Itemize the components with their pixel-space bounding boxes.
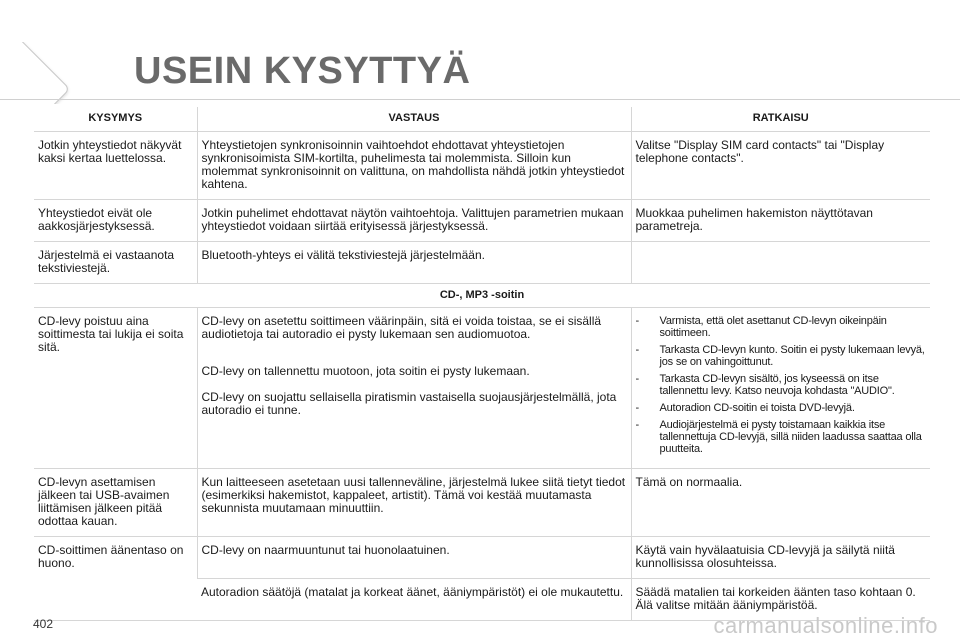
dash-icon: -: [635, 418, 639, 431]
solution-cell: Käytä vain hyvälaatuisia CD-levyjä ja säilytä niitä kunnollisissa olosuhteissa.: [631, 536, 930, 578]
table-row: [34, 131, 930, 199]
header-solution: RATKAISU: [631, 107, 930, 131]
list-item: - Audiojärjestelmä ei pysty toistamaan kaikkia itse tallennettuja CD-levyjä, sillä niiden laadussa saattaa olla puutteita.: [635, 418, 922, 455]
solution-cell: Säädä matalien tai korkeiden äänten taso kohtaan 0. Älä valitse mitään ääniympäristöä.: [631, 578, 930, 620]
table-row: [34, 307, 930, 468]
answer-cell: Yhteystietojen synkronisoinnin vaihtoehdot ehdottavat yhteystietojen synkronisoimista SIM-kortilta, puhelimesta tai molemmista. Silloin kun molemmat synkronisoinnit on valittuna, on mahdollista nähdä jotkin yhteystiedot kahtena.: [197, 131, 631, 199]
answer-cell: Kun laitteeseen asetetaan uusi tallenneväline, järjestelmä lukee siitä tietyt tiedot (esimerkiksi hakemistot, kappaleet, artistit). Tämä voi kestää muutamasta sekunnista muutamaan minuuttiin.: [197, 468, 631, 536]
solution-cell: [631, 307, 930, 468]
table-row: [34, 241, 930, 283]
table-row: [34, 536, 930, 578]
list-item: - Autoradion CD-soitin ei toista DVD-levyjä.: [635, 401, 855, 414]
answer-cell: Autoradion säätöjä (matalat ja korkeat äänet, ääniympäristöt) ei ole mukautettu.: [197, 578, 631, 620]
list-item: - Tarkasta CD-levyn sisältö, jos kyseessä on itse tallennettu levy. Katso neuvoja kohdasta "AUDIO".: [635, 372, 895, 397]
table-row: [34, 199, 930, 241]
answer-paragraph: CD-levy on asetettu soittimeen väärinpäin, sitä ei voida toistaa, se ei sisällä audiotietoja tai autoradio ei pysty lukemaan sen audiomuotoa.: [201, 313, 602, 341]
list-item: - Varmista, että olet asettanut CD-levyn oikeinpäin soittimeen.: [635, 314, 887, 339]
solution-cell: Valitse "Display SIM card contacts" tai "Display telephone contacts".: [631, 131, 930, 199]
dash-icon: -: [635, 401, 639, 414]
list-item: - Tarkasta CD-levyn kunto. Soitin ei pysty lukemaan levyä, jos se on vahingoittunut.: [635, 343, 925, 368]
answer-cell: CD-levy on naarmuuntunut tai huonolaatuinen.: [197, 536, 631, 578]
page-title: USEIN KYSYTTYÄ: [134, 50, 471, 92]
header-answer: VASTAUS: [197, 107, 631, 131]
watermark: carmanualsonline.info: [713, 613, 938, 638]
question-cell: Järjestelmä ei vastaanota tekstiviestejä.: [34, 241, 197, 283]
question-cell: CD-soittimen äänentaso on huono.: [34, 536, 197, 620]
question-cell: CD-levy poistuu aina soittimesta tai lukija ei soita sitä.: [34, 307, 197, 468]
answer-cell: Bluetooth-yhteys ei välitä tekstiviestejä järjestelmään.: [197, 241, 631, 283]
page-number: 402: [33, 617, 54, 631]
dash-icon: -: [635, 372, 639, 385]
table-row: [34, 468, 930, 536]
question-cell: Jotkin yhteystiedot näkyvät kaksi kertaa luettelossa.: [34, 131, 197, 199]
solution-cell: [631, 241, 930, 283]
section-title-cd: CD-, MP3 -soitin: [34, 283, 930, 307]
solution-cell: Muokkaa puhelimen hakemiston näyttötavan parametreja.: [631, 199, 930, 241]
header-divider: [0, 99, 960, 100]
answer-paragraph: CD-levy on tallennettu muotoon, jota soitin ei pysty lukemaan.: [201, 363, 530, 378]
corner-tab-decoration: [0, 42, 80, 104]
question-cell: CD-levyn asettamisen jälkeen tai USB-avaimen liittämisen jälkeen pitää odottaa kauan.: [34, 468, 197, 536]
question-cell: Yhteystiedot eivät ole aakkosjärjestyksessä.: [34, 199, 197, 241]
header-question: KYSYMYS: [34, 107, 197, 131]
solution-cell: Tämä on normaalia.: [631, 468, 930, 536]
faq-table: [34, 107, 930, 621]
section-header-row: [34, 283, 930, 307]
solution-list: [636, 315, 927, 455]
dash-icon: -: [635, 314, 639, 327]
table-header-row: [34, 107, 930, 131]
answer-cell: Jotkin puhelimet ehdottavat näytön vaihtoehtoja. Valittujen parametrien mukaan yhteystiedot voidaan siirtää erityisessä järjestyksessä.: [197, 199, 631, 241]
answer-paragraph: CD-levy on suojattu sellaisella piratismin vastaisella suojausjärjestelmällä, jota autoradio ei tunne.: [201, 389, 617, 417]
answer-cell: [197, 307, 631, 468]
dash-icon: -: [635, 343, 639, 356]
